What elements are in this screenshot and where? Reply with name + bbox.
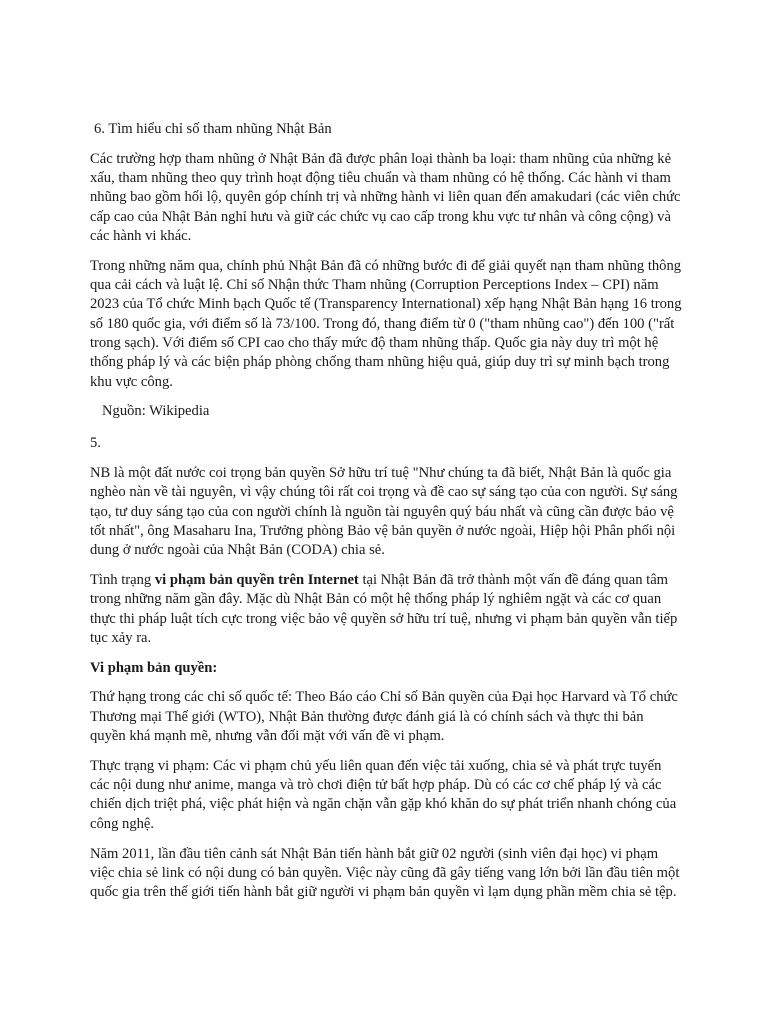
corruption-types-paragraph: Các trường hợp tham nhũng ở Nhật Bản đã được phân loại thành ba loại: tham nhũng của những kẻ xấu, tham nhũng theo quy trình hoạt động tiêu chuẩn và tham nhũng có hệ thống. Các hành vi tham nhũng bao gồm hối lộ, quyên góp chính trị và những hành vi liên quan đến amakudari (các viên chức cấp cao của Nhật Bản nghỉ hưu và giữ các chức vụ cao cấp trong khu vực tư nhân và công cộng) và các hành vi khác. <box>90 150 681 244</box>
source-note: Nguồn: Wikipedia <box>102 403 210 420</box>
document-page <box>90 120 682 913</box>
international-ranking-paragraph: Thứ hạng trong các chỉ số quốc tế: Theo Báo cáo Chỉ số Bản quyền của Đại học Harvard và Tổ chức Thương mại Thế giới (WTO), Nhật Bản thường được đánh giá là có chính sách và thực thi bản quyền khá mạnh mẽ, nhưng vẫn đối mặt với vấn đề vi phạm. <box>90 689 678 745</box>
copyright-violation-subheading: Vi phạm bản quyền: <box>90 659 218 676</box>
ip-intro-paragraph: NB là một đất nước coi trọng bản quyền Sở hữu trí tuệ "Như chúng ta đã biết, Nhật Bản là quốc gia nghèo nàn về tài nguyên, vì vậy chúng tôi rất coi trọng và đề cao sự sáng tạo của con người. Sự sáng tạo, tư duy sáng tạo của con người chính là nguồn tài nguyên quý báu nhất và cũng cần được bảo vệ tốt nhất", ông Masaharu Ina, Trưởng phòng Bảo vệ bản quyền ở nước ngoài, Hiệp hội Phân phối nội dung ở nước ngoài của Nhật Bản (CODA) chia sẻ. <box>90 464 678 559</box>
internet-piracy-bold: vi phạm bản quyền trên Internet <box>154 571 359 588</box>
section-6-heading: 6. Tìm hiểu chỉ số tham nhũng Nhật Bản <box>94 121 332 137</box>
section-5-number: 5. <box>90 434 101 451</box>
arrest-2011-paragraph: Năm 2011, lần đầu tiên cảnh sát Nhật Bản tiến hành bắt giữ 02 người (sinh viên đại học) vi phạm việc chia sẻ link có nội dung có bản quyền. Việc này cũng đã gây tiếng vang lớn bởi lần đầu tiên một quốc gia trên thế giới tiến hành bắt giữ người vi phạm bản quyền vì lạm dụng phần mềm chia sẻ tệp. <box>90 845 680 901</box>
violation-status-paragraph: Thực trạng vi phạm: Các vi phạm chủ yếu liên quan đến việc tải xuống, chia sẻ và phát trực tuyến các nội dung như anime, manga và trò chơi điện tử bất hợp pháp. Dù có các cơ chế pháp lý và các chiến dịch triệt phá, việc phát hiện và ngăn chặn vẫn gặp khó khăn do sự phát triển nhanh chóng của công nghệ. <box>90 757 677 832</box>
cpi-paragraph: Trong những năm qua, chính phủ Nhật Bản đã có những bước đi để giải quyết nạn tham nhũng thông qua cải cách và luật lệ. Chỉ số Nhận thức Tham nhũng (Corruption Perceptions Index – CPI) năm 2023 của Tổ chức Minh bạch Quốc tế (Transparency International) xếp hạng Nhật Bản hạng 16 trong số 180 quốc gia, với điểm số là 73/100. Trong đó, thang điểm từ 0 ("tham nhũng cao") đến 100 ("rất trong sạch). Với điểm số CPI cao cho thấy mức độ tham nhũng thấp. Quốc gia này duy trì một hệ thống pháp lý và các biện pháp phòng chống tham nhũng hiệu quả, giúp duy trì sự minh bạch trong khu vực công. <box>90 257 682 390</box>
internet-piracy-paragraph <box>90 571 682 648</box>
internet-piracy-prefix: Tình trạng <box>90 571 155 588</box>
internet-piracy-rest: tại Nhật Bản đã trở thành một vấn đề đáng quan tâm trong những năm gần đây. Mặc dù Nhật Bản có một hệ thống pháp lý nghiêm ngặt và các cơ quan thực thi pháp luật tích cực trong việc bảo vệ quyền sở hữu trí tuệ, nhưng vi phạm bản quyền vẫn tiếp tục xảy ra. <box>90 571 678 646</box>
